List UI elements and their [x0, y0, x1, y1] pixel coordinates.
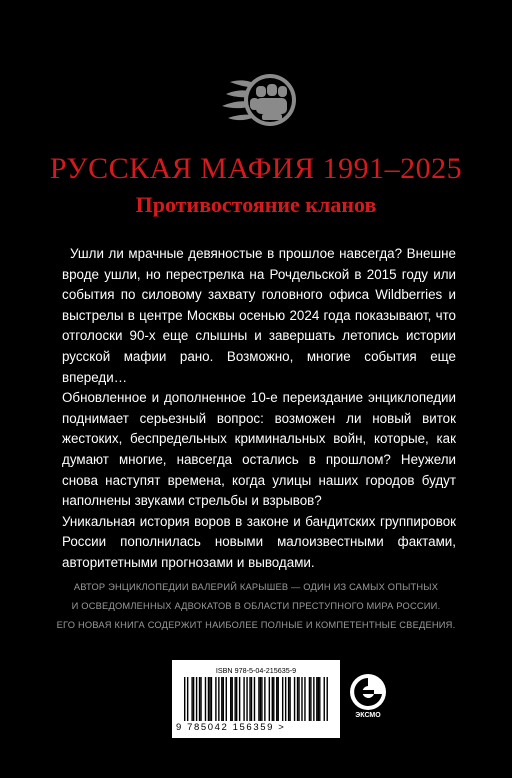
author-note-line: АВТОР ЭНЦИКЛОПЕДИИ ВАЛЕРИЙ КАРЫШЕВ — ОДИН ИЗ САМЫХ ОПЫТНЫХ [73, 582, 439, 592]
eksmo-logo [348, 672, 388, 728]
book-title: РУССКАЯ МАФИЯ 1991–2025 [49, 152, 463, 185]
fist-flame-icon [218, 60, 298, 138]
isbn-label: ISBN 978-5-04-215635-9 [215, 666, 297, 675]
publisher-name: ЭКСМО [355, 712, 381, 719]
blurb-paragraph: Обновленное и дополненное 10-е переиздание энциклопедии поднимает серьезный вопрос: возможен ли новый виток жестоких, беспредельных криминальных войн, которые, как думают многие, навсегда остались в прошлом? Неужели снова наступят времена, когда улицы наших городов будут наполнены звуками стрельбы и взрывов? [62, 390, 456, 509]
author-note-line: И ОСВЕДОМЛЕННЫХ АДВОКАТОВ В ОБЛАСТИ ПРЕСТУПНОГО МИРА РОССИИ. [71, 601, 441, 611]
author-note [40, 578, 472, 635]
eksmo-logo-icon [348, 672, 388, 712]
barcode-digits: 9 785042 156359 > [176, 722, 286, 733]
author-note-line: ЕГО НОВАЯ КНИГА СОДЕРЖИТ НАИБОЛЕЕ ПОЛНЫЕ И КОМПЕТЕНТНЫЕ СВЕДЕНИЯ. [56, 620, 456, 630]
blurb-paragraph: Ушли ли мрачные девяностые в прошлое навсегда? Внешне вроде ушли, но перестрелка на Рочдельской в 2015 году или события по силовому захвату головного офиса Wildberries и выстрелы в центре Москвы осенью 2024 года показывают, что отголоски 90-х еще слышны и завершать летопись истории русской мафии рано. Возможно, многие события еще впереди… [62, 246, 456, 385]
book-subtitle: Противостояние кланов [135, 192, 377, 217]
blurb-text [62, 244, 456, 574]
barcode-panel [172, 660, 340, 738]
blurb-paragraph: Уникальная история воров в законе и бандитских группировок России пополнилась новыми малоизвестными фактами, авторитетными прогнозами и выводами. [62, 513, 456, 570]
barcode-icon [184, 677, 328, 721]
